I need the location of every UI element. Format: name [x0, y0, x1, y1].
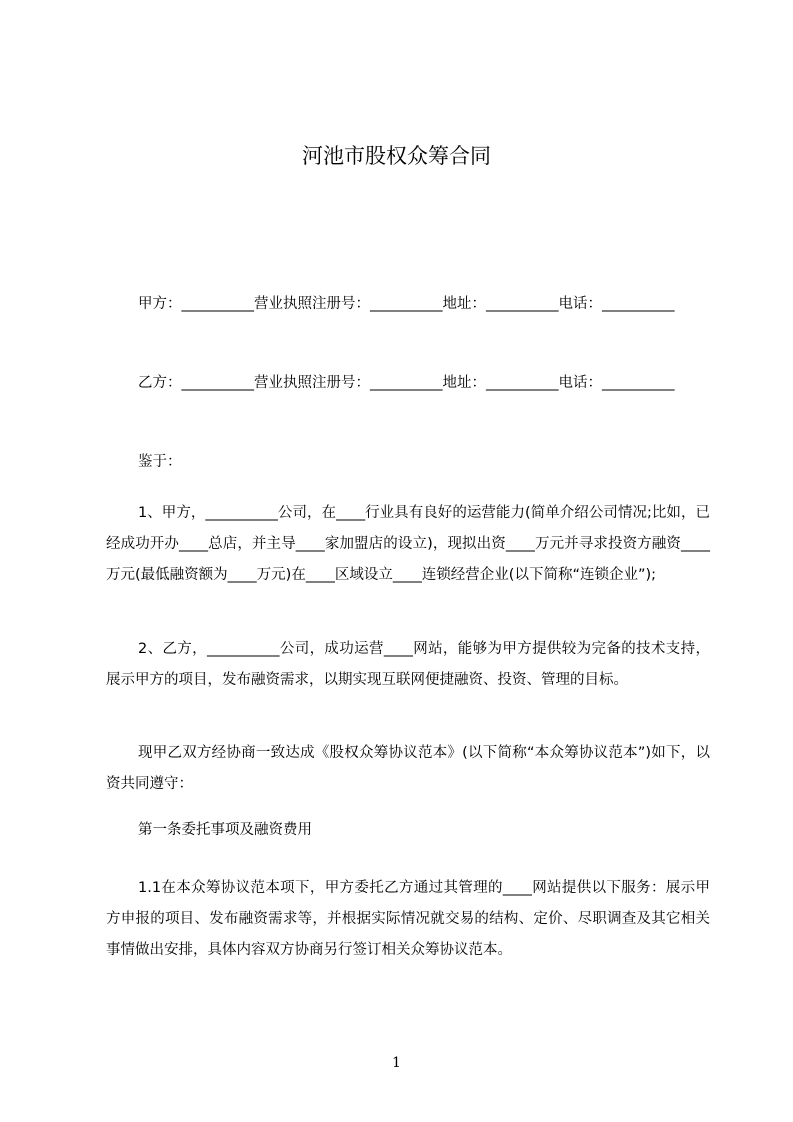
- article-1-heading: 第一条委托事项及融资费用: [138, 822, 312, 838]
- clause-1: 1、甲方，__________公司，在____行业具有良好的运营能力(简单介绍公司情况;比如，已经成功开办____总店，并主导____家加盟店的设立)，现拟出资____万元并寻求投资方融资____万元(最低融资额为____万元)在____区域设立____连锁经营企业(以下简称“连锁企业”);: [106, 505, 710, 583]
- page-number: 1: [392, 1055, 401, 1071]
- agreement-statement: 现甲乙双方经协商一致达成《股权众筹协议范本》(以下简称“本众筹协议范本”)如下，以资共同遵守：: [106, 745, 710, 792]
- article-1-1: 1.1在本众筹协议范本项下，甲方委托乙方通过其管理的____网站提供以下服务：展示甲方申报的项目、发布融资需求等，并根据实际情况就交易的结构、定价、尽职调查及其它相关事情做出安排，具体内容双方协商另行签订相关众筹协议范本。: [106, 880, 710, 958]
- whereas-heading: 鉴于：: [138, 454, 182, 470]
- clause-2: 2、乙方，__________公司，成功运营____网站，能够为甲方提供较为完备的技术支持，展示甲方的项目，发布融资需求，以期实现互联网便捷融资、投资、管理的目标。: [106, 641, 710, 688]
- party-b-line: 乙方：__________营业执照注册号：__________地址：__________电话：__________: [138, 375, 675, 391]
- document-title: 河池市股权众筹合同: [302, 144, 491, 168]
- party-a-line: 甲方：__________营业执照注册号：__________地址：__________电话：__________: [138, 296, 675, 312]
